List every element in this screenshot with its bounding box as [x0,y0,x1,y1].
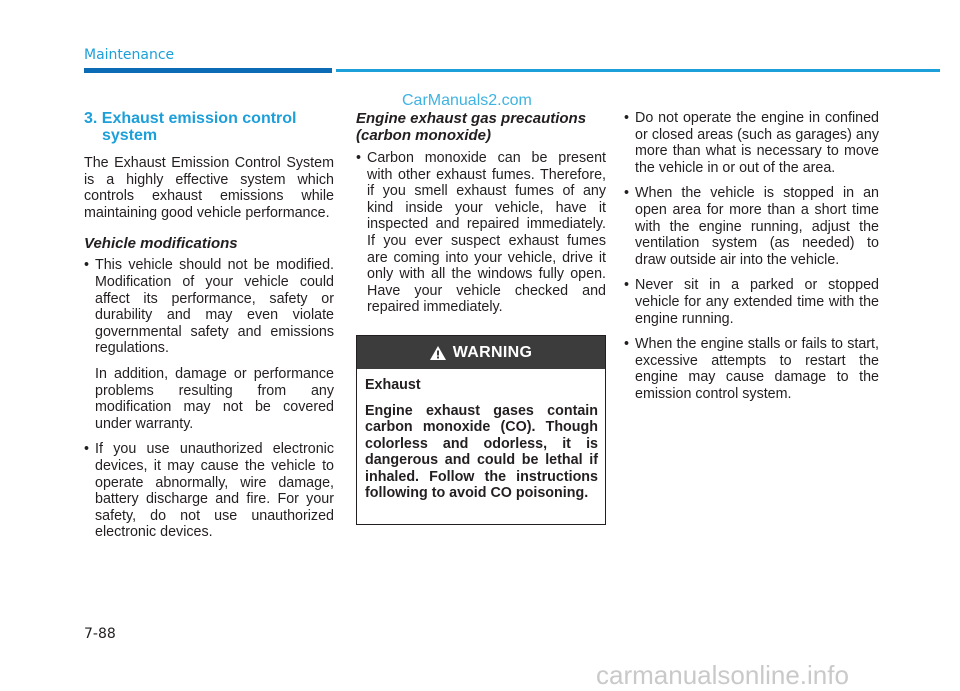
list-item: • When the vehicle is stopped in an open area for more than a short time with the engine running, adjust the ventilation system (as needed) to draw outside air into the vehicle. [624,185,879,268]
warning-body [357,369,605,502]
section-heading: 3. Exhaust emission control system [84,110,297,144]
warning-label: WARNING [452,343,533,361]
intro-paragraph: The Exhaust Emission Control System is a highly effective system which controls exhaust emissions while maintaining good vehicle performance. [84,155,334,221]
subheading-exhaust-precautions: Engine exhaust gas precautions (carbon monoxide) [356,110,587,144]
warning-title: Exhaust [365,377,421,393]
precautions-list-continued [624,110,879,403]
right-column [624,110,879,412]
top-watermark[interactable]: CarManuals2.com [402,92,532,109]
warning-header [357,336,605,369]
bullet-glyph: • [624,110,630,126]
precautions-list [356,150,606,316]
left-column [84,110,334,550]
bullet-glyph: • [624,185,630,202]
bullet-glyph: • [84,257,90,274]
modifications-list [84,257,334,357]
list-item: • If you use unauthorized electronic devices, it may cause the vehicle to operate abnormally, wire damage, battery discharge and fire. For your safety, do not use unauthorized electronic devices. [84,441,334,541]
middle-column [356,110,606,325]
footer-watermark[interactable]: carmanualsonline.info [596,660,849,690]
bullet-glyph: • [356,150,362,166]
list-item: • Never sit in a parked or stopped vehicle for any extended time with the engine running. [624,277,879,327]
header-rule-light [336,69,940,72]
warning-triangle-icon [430,346,446,360]
list-item: • When the engine stalls or fails to start, excessive attempts to restart the engine may cause damage to the emission control system. [624,336,879,402]
warning-box [356,335,606,525]
bullet-glyph: • [624,277,630,294]
bullet-glyph: • [624,336,630,353]
list-item: • Do not operate the engine in confined or closed areas (such as garages) any more than what is necessary to move the vehicle in or out of the area. [624,110,879,176]
section-title: Maintenance [84,47,175,63]
list-item: • This vehicle should not be modified. Modification of your vehicle could affect its performance, safety or durability and may even violate governmental safety and emissions regulations. [84,257,334,357]
page-number: 7-88 [84,626,116,642]
header-rule-dark [84,68,332,73]
continuation-paragraph: In addition, damage or performance problems resulting from any modification may not be covered under warranty. [95,365,334,432]
warning-text: Engine exhaust gases contain carbon monoxide (CO). Though colorless and odorless, it is dangerous and could be lethal if inhaled. Follow the instructions following to avoid CO poisoning. [365,402,598,501]
list-item: • Carbon monoxide can be present with other exhaust fumes. Therefore, if you smell exhaust fumes of any kind inside your vehicle, have it inspected and repaired immediately. If you ever suspect exhaust fumes are coming into your vehicle, drive it only with all the windows fully open. Have your vehicle checked and repaired immediately. [356,150,606,316]
subheading-vehicle-modifications: Vehicle modifications [84,235,238,253]
bullet-glyph: • [84,441,90,458]
